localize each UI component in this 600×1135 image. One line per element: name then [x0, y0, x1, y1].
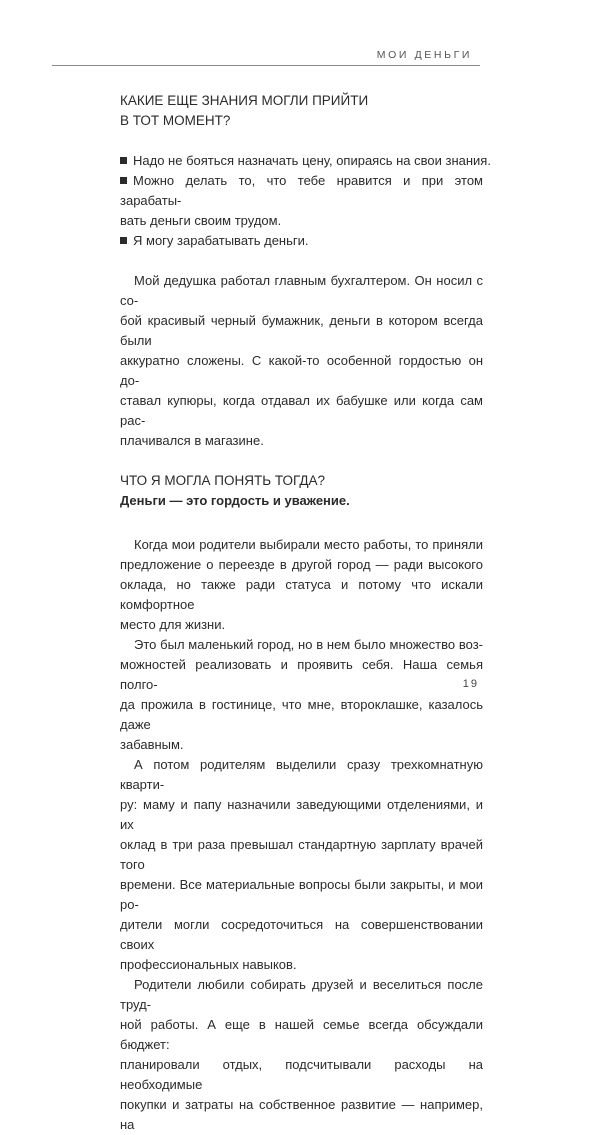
paragraph-line: плачивался в магазине. — [120, 433, 264, 448]
paragraph-line: Родители любили собирать друзей и веселиться после труд- — [120, 977, 483, 1012]
page-content — [120, 91, 491, 1135]
page-number: 19 — [462, 678, 479, 690]
paragraph-line: ру: маму и папу назначили заведующими отделениями, и их — [120, 797, 483, 832]
square-bullet-icon — [120, 177, 127, 184]
list-item — [120, 171, 483, 231]
heading-line: В ТОТ МОМЕНТ? — [120, 113, 231, 128]
paragraph-line: ной работы. А еще в нашей семье всегда обсуждали бюджет: — [120, 1017, 483, 1052]
list-item — [120, 151, 491, 171]
paragraph-line: времени. Все материальные вопросы были закрыты, и мои ро- — [120, 877, 483, 912]
paragraph-line: бой красивый черный бумажник, деньги в котором всегда были — [120, 313, 483, 348]
bullet-text: вать деньги своим трудом. — [120, 213, 282, 228]
paragraph-apartment — [120, 755, 483, 975]
bullet-text: Надо не бояться назначать цену, опираясь на свои знания. — [133, 153, 491, 168]
knowledge-bullet-list — [120, 151, 491, 251]
paragraph-line: аккуратно сложены. С какой-то особенной гордостью он до- — [120, 353, 483, 388]
list-item — [120, 231, 483, 251]
paragraph-line: да прожила в гостинице, что мне, второклашке, казалось даже — [120, 697, 483, 732]
paragraph-line: покупки и затраты на собственное развитие — например, на — [120, 1097, 483, 1132]
paragraph-small-town — [120, 635, 483, 755]
paragraph-budget — [120, 975, 483, 1135]
paragraph-line: оклад в три раза превышал стандартную зарплату врачей того — [120, 837, 483, 872]
paragraph-line: оклада, но также ради статуса и потому что искали комфортное — [120, 577, 483, 612]
paragraph-grandfather — [120, 271, 483, 451]
paragraph-line: предложение о переезде в другой город — ради высокого — [120, 557, 483, 572]
square-bullet-icon — [120, 237, 127, 244]
paragraph-line: Когда мои родители выбирали место работы, то приняли — [134, 537, 483, 552]
bullet-text: Можно делать то, что тебе нравится и при этом зарабаты- — [120, 173, 483, 208]
key-takeaway: Деньги — это гордость и уважение. — [120, 493, 350, 508]
header-rule — [52, 65, 480, 66]
section-heading-understand: ЧТО Я МОГЛА ПОНЯТЬ ТОГДА? — [120, 473, 326, 488]
paragraph-parents-move — [120, 535, 483, 635]
bullet-text: Я могу зарабатывать деньги. — [133, 233, 309, 248]
paragraph-line: Это был маленький город, но в нем было множество воз- — [134, 637, 483, 652]
paragraph-line: дители могли сосредоточиться на совершенствовании своих — [120, 917, 483, 952]
paragraph-line: профессиональных навыков. — [120, 957, 297, 972]
paragraph-line: забавным. — [120, 737, 184, 752]
paragraph-line: ставал купюры, когда отдавал их бабушке или когда сам рас- — [120, 393, 483, 428]
paragraph-line: можностей реализовать и проявить себя. Наша семья полго- — [120, 657, 483, 692]
paragraph-line: планировали отдых, подсчитывали расходы на необходимые — [120, 1057, 483, 1092]
paragraph-line: Мой дедушка работал главным бухгалтером. Он носил с со- — [120, 273, 483, 308]
section-heading-knowledge — [120, 91, 483, 131]
running-header: МОИ ДЕНЬГИ — [376, 49, 472, 61]
paragraph-line: место для жизни. — [120, 617, 226, 632]
square-bullet-icon — [120, 157, 127, 164]
paragraph-line: А потом родителям выделили сразу трехкомнатную кварти- — [120, 757, 483, 792]
heading-line: КАКИЕ ЕЩЕ ЗНАНИЯ МОГЛИ ПРИЙТИ — [120, 93, 369, 108]
